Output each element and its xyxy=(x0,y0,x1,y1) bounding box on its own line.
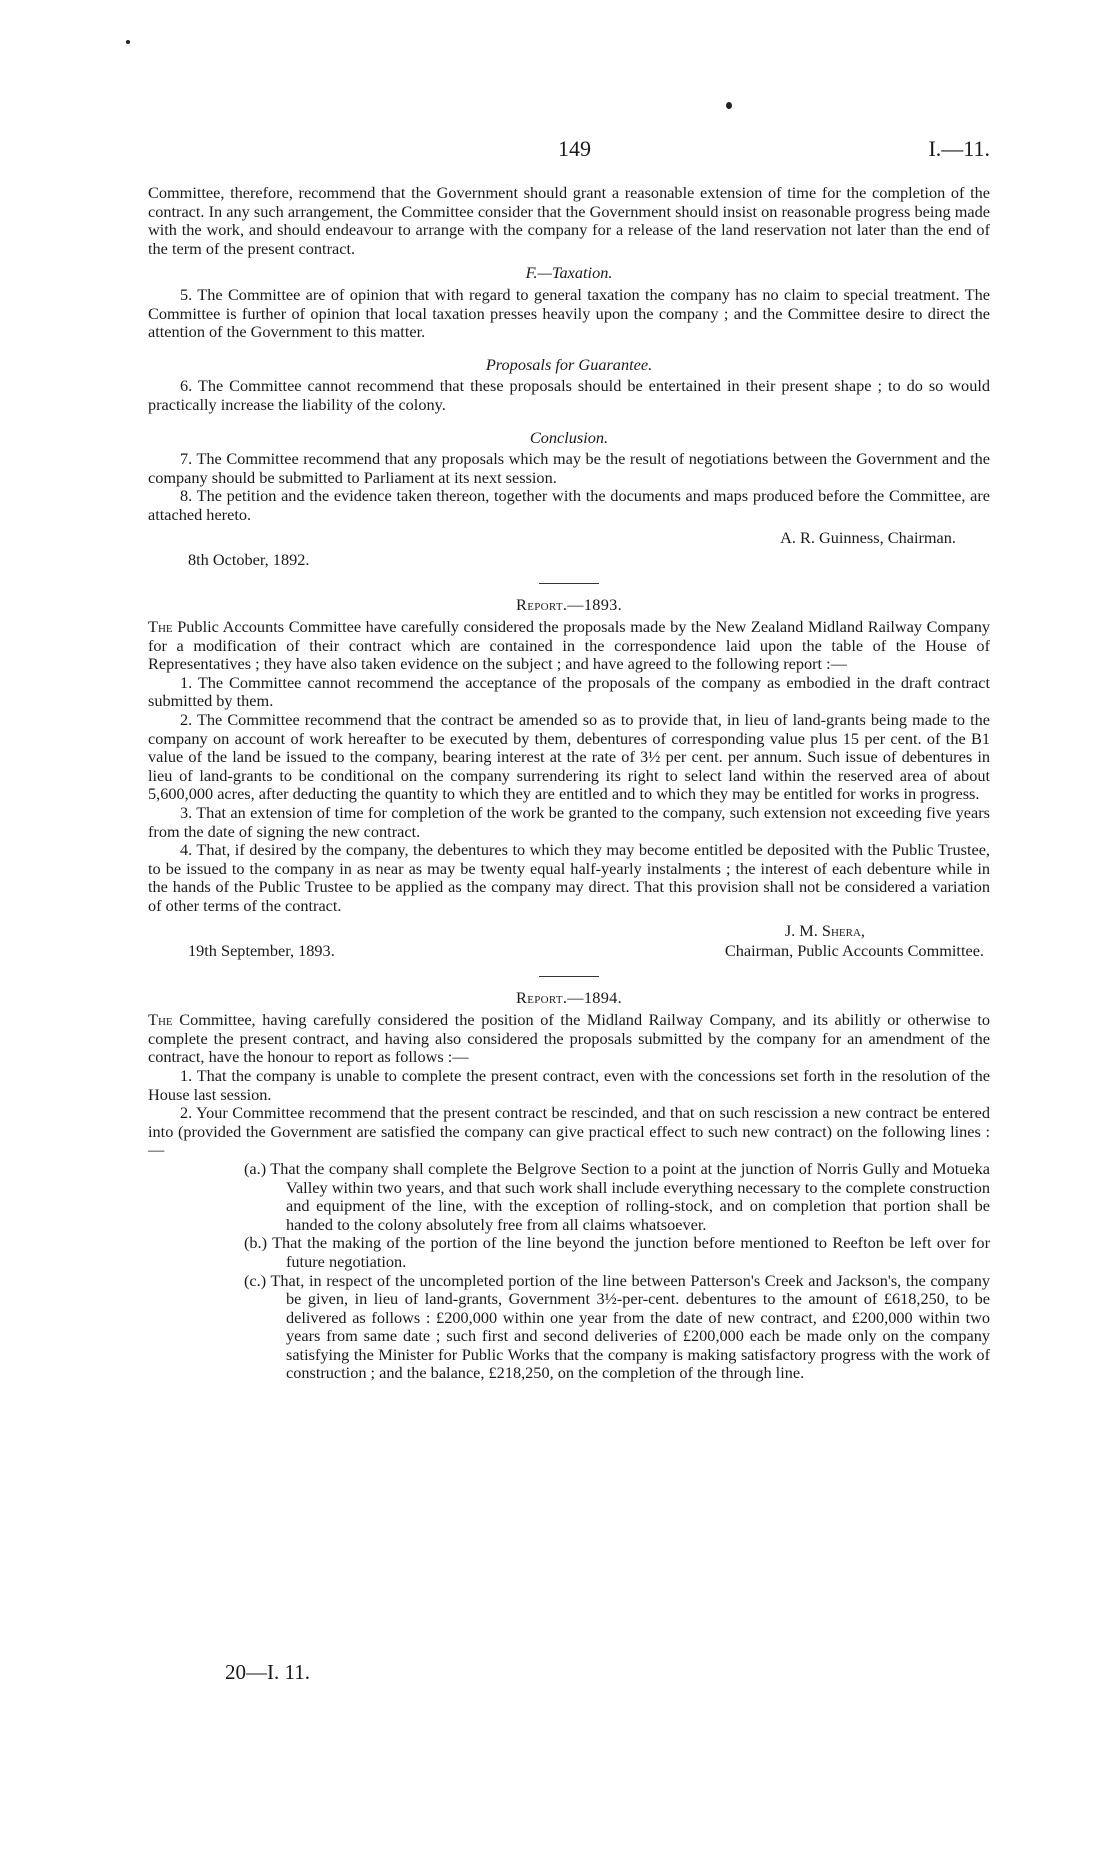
paragraph-5: 5. The Committee are of opinion that with regard to general taxation the company has no claim to special treatment. The Committee is further of opinion that local taxation presses heavily upon the company ; and the Committee desire to direct the attention of the Government to this matter. xyxy=(148,284,990,342)
section-heading-guarantee: Proposals for Guarantee. xyxy=(485,354,653,374)
section-divider xyxy=(539,976,599,977)
report-1893-item-2: 2. The Committee recommend that the contract be amended so as to provide that, in lieu of land-grants being made to the company on account of work hereafter to be executed by them, debentures of corresponding value plus 15 per cent. of the B1 value of the land be issued to the company, bearing interest at the rate of 3½ per cent. per annum. Such issue of debentures in lieu of land-grants to be conditional on the company surrendering its right to select land within the reserved area of about 5,600,000 acres, after deducting the quantity to which they are entitled and to which they may be entitled for works in progress. xyxy=(148,710,990,804)
sub-item-text: That the making of the portion of the line beyond the junction before mentioned to Reefton be left over for future negotiation. xyxy=(272,1233,990,1271)
signature-row-1893-title xyxy=(148,942,990,962)
signature-row-1892 xyxy=(148,529,990,549)
sub-item-a xyxy=(148,1160,990,1234)
page-speck xyxy=(726,102,732,109)
date-1892: 8th October, 1892. xyxy=(188,549,310,569)
report-1894-item-2: 2. Your Committee recommend that the present contract be rescinded, and that on such rescission a new contract be entered into (provided the Government are satisfied the company can give practical effect to such new contract) on the following lines :— xyxy=(148,1103,990,1160)
page-speck xyxy=(126,40,130,44)
sub-item-label: (c.) xyxy=(244,1270,267,1290)
date-row-1892 xyxy=(148,551,990,571)
sub-item-text: That the company shall complete the Belgrove Section to a point at the junction of Norris Gully and Motueka Valley within two years, and that such work shall include everything necessary to the complete construction and equipment of the line, with the exception of rolling-stock, and on completion that portion shall be handed to the colony absolutely free from all claims whatsoever. xyxy=(270,1158,990,1234)
document-reference: I.—11. xyxy=(928,136,990,161)
report-heading-1894: Report.—1894. xyxy=(516,987,622,1007)
report-1894-intro xyxy=(148,1011,990,1067)
page-number: 149 xyxy=(558,136,591,161)
sub-item-b xyxy=(148,1234,990,1271)
section-heading-conclusion: Conclusion. xyxy=(529,427,609,447)
report-1894-item-1: 1. That the company is unable to complete the present contract, even with the concessions set forth in the resolution of the House last session. xyxy=(148,1065,990,1104)
intro-lead-word: The xyxy=(148,1010,173,1030)
intro-lead-word: The xyxy=(148,617,173,637)
report-1893-item-1: 1. The Committee cannot recommend the acceptance of the proposals of the company as embodied in the draft contract submitted by them. xyxy=(148,672,990,711)
paragraph-6: 6. The Committee cannot recommend that these proposals should be entertained in their present shape ; to do so would practically increase the liability of the colony. xyxy=(148,376,990,414)
sub-item-label: (b.) xyxy=(244,1233,268,1253)
section-divider xyxy=(539,583,599,584)
report-1893-item-3: 3. That an extension of time for completion of the work be granted to the company, such extension not exceeding five years from the date of signing the new contract. xyxy=(148,803,990,841)
section-heading-taxation: F.—Taxation. xyxy=(525,263,613,283)
sub-item-label: (a.) xyxy=(244,1158,267,1178)
page-header xyxy=(148,136,990,162)
intro-text: Public Accounts Committee have carefully considered the proposals made by the New Zealand Midland Railway Company for a modification of their contract which are contained in the correspondence laid upon the table of the House of Representatives ; they have also taken evidence on the subject ; and have agreed to the following report :— xyxy=(148,617,990,674)
date-1893: 19th September, 1893. xyxy=(188,940,335,960)
sub-item-c xyxy=(148,1272,990,1384)
continued-paragraph: Committee, therefore, recommend that the Government should grant a reasonable extension of time for the completion of the contract. In any such arrangement, the Committee consider that the Government should insist on reasonable progress being made with the work, and should endeavour to arrange with the company for a release of the land reservation not later than the end of the term of the present contract. xyxy=(148,183,990,258)
paragraph-8: 8. The petition and the evidence taken thereon, together with the documents and maps produced before the Committee, are attached hereto. xyxy=(148,486,990,524)
signature-mark: 20—I. 11. xyxy=(225,1660,310,1684)
chairman-signature-guinness: A. R. Guinness, Chairman. xyxy=(780,527,956,547)
sub-item-text: That, in respect of the uncompleted portion of the line between Patterson's Creek and Jackson's, the company be given, in lieu of land-grants, Government 3½-per-cent. debentures to the amount of £618,250, to be delivered as follows : £200,000 within one year from the date of new contract, and £200,000 within two years from same date ; such first and second deliveries of £200,000 each be made only on the company satisfying the Minister for Public Works that the company is making satisfactory progress with the work of construction ; and the balance, £218,250, on the completion of the through line. xyxy=(270,1270,991,1383)
signature-title-shera: Chairman, Public Accounts Committee. xyxy=(724,940,984,960)
paragraph-7: 7. The Committee recommend that any proposals which may be the result of negotiations between the Government and the company should be submitted to Parliament at its next session. xyxy=(148,449,990,487)
report-1893-intro xyxy=(148,618,990,674)
report-heading-1893: Report.—1893. xyxy=(516,594,622,614)
signature-shera: J. M. Shera, xyxy=(784,920,865,940)
signature-row-1893-name xyxy=(148,922,990,942)
intro-text: Committee, having carefully considered the position of the Midland Railway Company, and its abilitly or otherwise to complete the present contract, and having also considered the proposals submitted by the company for an amendment of the contract, have the honour to report as follows :— xyxy=(148,1010,990,1067)
report-1893-item-4: 4. That, if desired by the company, the debentures to which they may become entitled be deposited with the Public Trustee, to be issued to the company in as near as may be twenty equal half-yearly instalments ; the interest of each debenture while in the hands of the Public Trustee to be applied as the company may direct. That this provision shall not be considered a variation of other terms of the contract. xyxy=(148,840,990,915)
page-content xyxy=(148,184,990,1383)
